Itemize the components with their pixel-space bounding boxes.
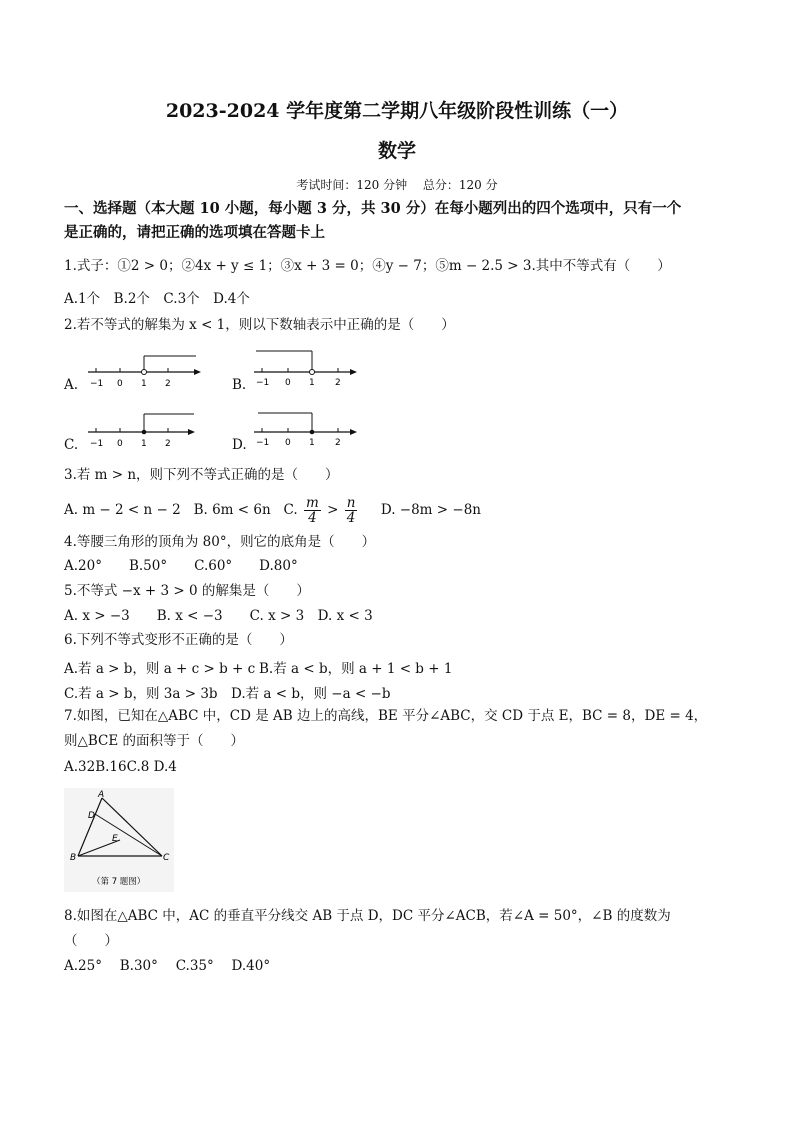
tick-label: 0 [117, 379, 123, 389]
tick-label: 2 [165, 439, 171, 449]
q4-stem: 4.等腰三角形的顶角为 80°，则它的底角是（ ） [64, 534, 376, 550]
fraction-numerator: m [305, 495, 319, 511]
q6-option-a: A.若 a > b，则 a + c > b + c [64, 661, 256, 677]
q7-options: A.32B.16C.8 D.4 [64, 759, 177, 775]
q8-stem-line1: 8.如图在△ABC 中，AC 的垂直平分线交 AB 于点 D，DC 平分∠ACB，若∠A = 50°，∠B 的度数为 [64, 908, 671, 924]
q3-option-d: D. −8m > −8n [380, 502, 481, 518]
tick-label: 0 [285, 378, 291, 388]
q8-stem-line2: （ ） [64, 933, 118, 949]
q7-triangle-figure [64, 788, 174, 892]
q8-options: A.25° B.30° C.35° D.40° [64, 958, 271, 974]
q6-option-d: D.若 a < b，则 −a < −b [231, 686, 391, 702]
q7-stem-line1: 7.如图，已知在△ABC 中，CD 是 AB 边上的高线，BE 平分∠ABC，交 CD 于点 E，BC = 8，DE = 4， [64, 708, 708, 724]
exam-info: 考试时间：120 分钟 总分：120 分 [296, 178, 498, 192]
number-line-a [84, 350, 204, 390]
q3-options [64, 492, 481, 528]
number-line-d [250, 405, 370, 450]
number-line-b [250, 345, 370, 390]
q6-stem: 6.下列不等式变形不正确的是（ ） [64, 632, 293, 648]
exam-title: 2023-2024 学年度第二学期八年级阶段性训练（一） [165, 100, 629, 122]
q3-option-b: B. 6m < 6n [193, 502, 271, 518]
fraction [345, 496, 358, 525]
q2-label-b: B. [232, 377, 247, 393]
q2-stem: 2.若不等式的解集为 x < 1，则以下数轴表示中正确的是（ ） [64, 317, 455, 333]
tick-label: 2 [165, 379, 171, 389]
q2-label-d: D. [232, 437, 247, 453]
point-label-c: C [163, 853, 170, 863]
q3-option-a: A. m − 2 < n − 2 [64, 502, 181, 518]
section-heading-line2: 是正确的，请把正确的选项填在答题卡上 [64, 224, 325, 241]
q3-option-c-operator: > [327, 502, 339, 518]
subject-title: 数学 [377, 140, 416, 162]
q1-stem: 1.式子：①2 > 0；②4x + y ≤ 1；③x + 3 = 0；④y − 7；⑤m − 2.5 > 3.其中不等式有（ ） [64, 258, 671, 274]
q2-label-c: C. [64, 437, 79, 453]
figure-caption: （第 7 题图） [92, 877, 146, 887]
fraction-denominator: 4 [308, 510, 317, 526]
tick-label: 1 [309, 438, 315, 448]
q4-options: A.20° B.50° C.60° D.80° [64, 558, 298, 574]
point-label-a: A [98, 790, 105, 800]
point-label-b: B [70, 853, 77, 863]
q7-stem-line2: 则△BCE 的面积等于（ ） [64, 733, 245, 749]
tick-label: −1 [90, 439, 104, 449]
tick-label: 1 [141, 439, 147, 449]
point-label-d: D [88, 811, 95, 821]
point-label-e: E [112, 834, 118, 844]
q6-option-c: C.若 a > b，则 3a > 3b [64, 686, 218, 702]
number-line-c [84, 408, 204, 450]
q3-option-c-prefix: C. [283, 502, 298, 518]
tick-label: 2 [335, 378, 341, 388]
tick-label: −1 [256, 378, 270, 388]
q3-stem: 3.若 m > n，则下列不等式正确的是（ ） [64, 467, 339, 483]
q2-label-a: A. [64, 377, 79, 393]
q5-stem: 5.不等式 −x + 3 > 0 的解集是（ ） [64, 583, 310, 599]
q5-options: A. x > −3 B. x < −3 C. x > 3 D. x < 3 [64, 608, 373, 624]
fraction-numerator: n [346, 495, 356, 511]
tick-label: 2 [335, 438, 341, 448]
tick-label: 1 [309, 378, 315, 388]
q6-option-b: B.若 a < b，则 a + 1 < b + 1 [259, 661, 453, 677]
q1-options: A.1个 B.2个 C.3个 D.4个 [64, 291, 250, 307]
section-heading-line1: 一、选择题（本大题 10 小题，每小题 3 分，共 30 分）在每小题列出的四个选项中，只有一个 [64, 200, 682, 217]
tick-label: −1 [256, 438, 270, 448]
fraction [304, 496, 321, 525]
fraction-denominator: 4 [346, 510, 356, 526]
tick-label: 0 [285, 438, 291, 448]
tick-label: −1 [90, 379, 104, 389]
tick-label: 0 [117, 439, 123, 449]
tick-label: 1 [141, 379, 147, 389]
